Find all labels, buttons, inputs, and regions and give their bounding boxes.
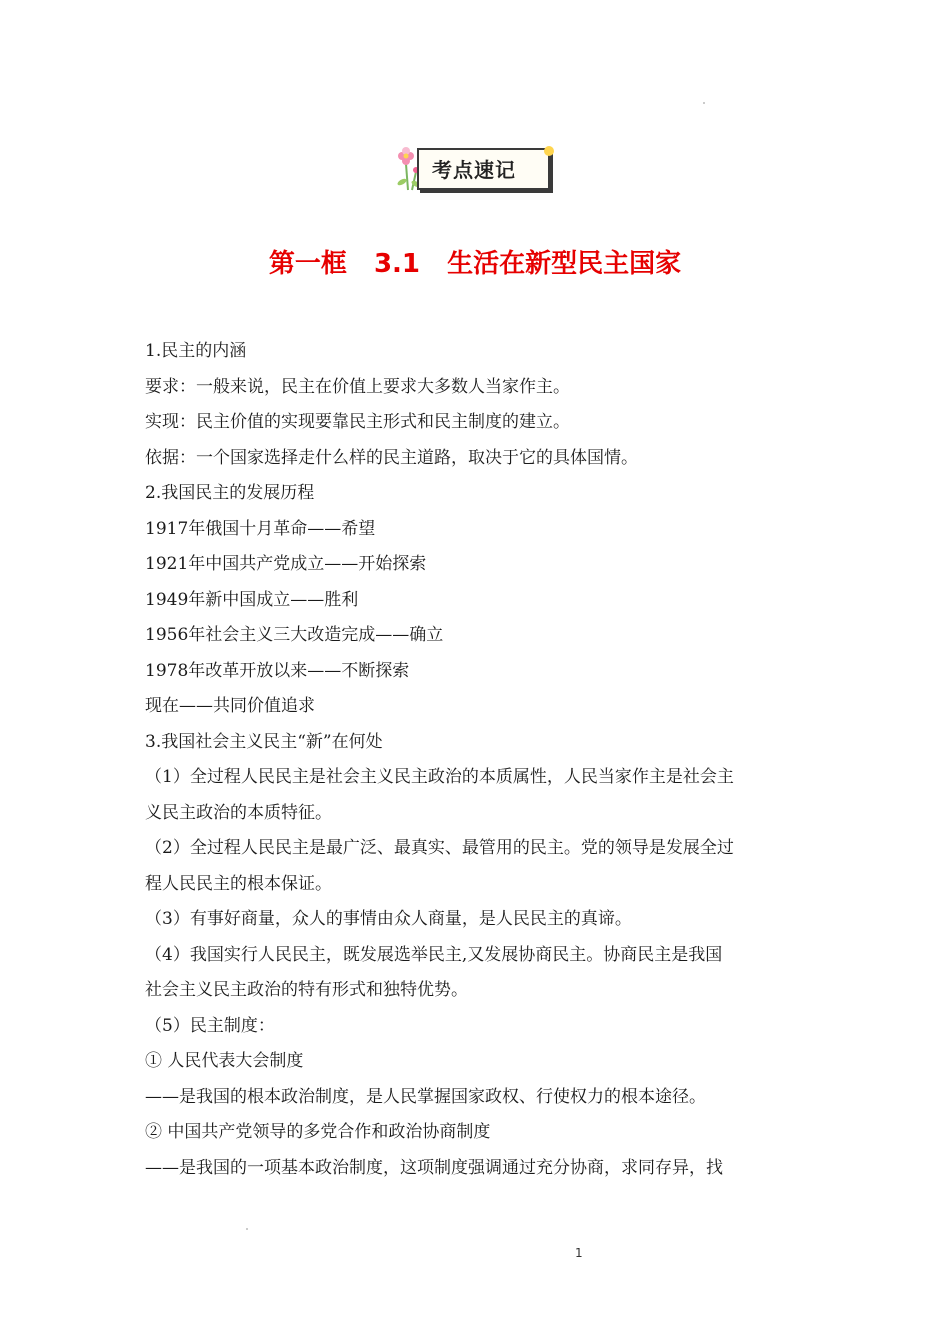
- text-line: （3）有事好商量，众人的事情由众人商量，是人民民主的真谛。: [145, 909, 632, 929]
- text-line: 1978年改革开放以来——不断探索: [145, 660, 410, 681]
- text-line: 1917年俄国十月革命——希望: [145, 518, 376, 539]
- text-line: 程人民民主的根本保证。: [145, 873, 332, 894]
- text-line: 依据：一个国家选择走什么样的民主道路，取决于它的具体国情。: [145, 447, 638, 468]
- text-line: （5）民主制度：: [145, 1015, 275, 1036]
- sun-icon: [542, 144, 556, 158]
- text-line: 社会主义民主政治的特有形式和独特优势。: [145, 980, 468, 1000]
- decorative-dot: [703, 102, 705, 104]
- text-line: （1）全过程人民民主是社会主义民主政治的本质属性，人民当家作主是社会主: [145, 767, 734, 787]
- text-line: （2）全过程人民民主是最广泛、最真实、最管用的民主。党的领导是发展全过: [145, 838, 734, 858]
- text-line: ① 人民代表大会制度: [145, 1051, 304, 1071]
- text-line: ② 中国共产党领导的多党合作和政治协商制度: [145, 1122, 491, 1142]
- badge-label: 考点速记: [432, 158, 516, 182]
- text-line: 要求：一般来说，民主在价值上要求大多数人当家作主。: [145, 376, 570, 397]
- page-title: 第一框 3.1 生活在新型民主国家: [268, 249, 682, 279]
- content-body: [145, 334, 810, 1186]
- text-line: 实现：民主价值的实现要靠民主形式和民主制度的建立。: [145, 412, 570, 432]
- text-line: 现在——共同价值追求: [145, 696, 315, 716]
- text-line: （4）我国实行人民民主，既发展选举民主,又发展协商民主。协商民主是我国: [145, 944, 723, 965]
- text-line: 1921年中国共产党成立——开始探索: [145, 554, 427, 574]
- text-line: ——是我国的根本政治制度，是人民掌握国家政权、行使权力的根本途径。: [145, 1086, 706, 1107]
- section-badge: [392, 142, 562, 194]
- page-number: 1: [575, 1246, 583, 1260]
- text-line: 3.我国社会主义民主“新”在何处: [145, 731, 383, 752]
- decorative-dot: [246, 1228, 248, 1230]
- text-line: 1949年新中国成立——胜利: [145, 589, 359, 610]
- text-line: 2.我国民主的发展历程: [145, 483, 315, 503]
- text-line: 义民主政治的本质特征。: [145, 802, 332, 823]
- text-line: ——是我国的一项基本政治制度，这项制度强调通过充分协商，求同存异，找: [145, 1157, 723, 1178]
- text-line: 1956年社会主义三大改造完成——确立: [145, 625, 444, 645]
- text-line: 1.民主的内涵: [145, 341, 247, 361]
